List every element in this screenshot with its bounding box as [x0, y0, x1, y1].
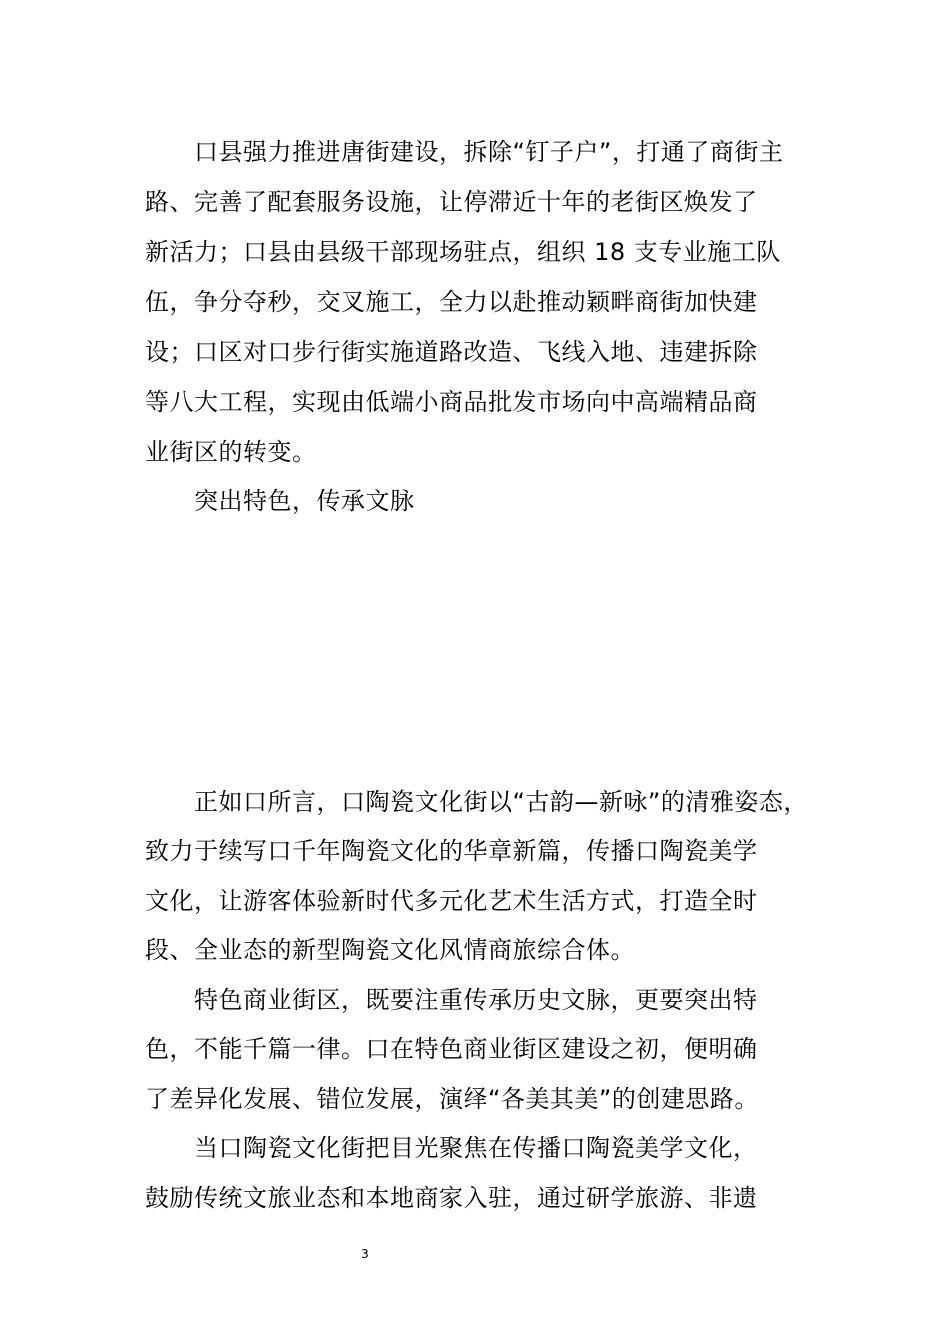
paragraph-1-line-5: 设；口区对口步行街实施道路改造、飞线入地、违建拆除 [145, 338, 758, 366]
paragraph-1-line-7: 业街区的转变。 [145, 438, 317, 466]
paragraph-2-line-2: 致力于续写口千年陶瓷文化的华章新篇，传播口陶瓷美学 [145, 837, 758, 865]
paragraph-2-line-3: 文化，让游客体验新时代多元化艺术生活方式，打造全时 [145, 887, 758, 915]
paragraph-1-line-3: 新活力；口县由县级干部现场驻点，组织 18 支专业施工队 [145, 238, 781, 266]
paragraph-4-line-1: 当口陶瓷文化街把目光聚焦在传播口陶瓷美学文化， [194, 1134, 758, 1162]
paragraph-1-line-1: 口县强力推进唐街建设，拆除“钉子户”，打通了商街主 [194, 138, 784, 166]
paragraph-4-line-2: 鼓励传统文旅业态和本地商家入驻，通过研学旅游、非遗 [145, 1184, 758, 1212]
paragraph-3-line-3: 了差异化发展、错位发展，演绎“各美其美”的创建思路。 [145, 1085, 759, 1113]
paragraph-1-line-2: 路、完善了配套服务设施，让停滞近十年的老街区焕发了 [145, 188, 758, 216]
paragraph-2-line-1: 正如口所言，口陶瓷文化街以“古韵—新咏”的清雅姿态， [194, 788, 808, 816]
section-heading: 突出特色，传承文脉 [194, 487, 415, 515]
paragraph-2-line-4: 段、全业态的新型陶瓷文化风情商旅综合体。 [145, 936, 635, 964]
paragraph-1-line-4: 伍，争分夺秒，交叉施工，全力以赴推动颖畔商街加快建 [145, 288, 758, 316]
paragraph-3-line-1: 特色商业街区，既要注重传承历史文脉，更要突出特 [194, 986, 758, 1014]
paragraph-1-line-6: 等八大工程，实现由低端小商品批发市场向中高端精品商 [145, 388, 758, 416]
paragraph-3-line-2: 色，不能千篇一律。口在特色商业街区建设之初，便明确 [145, 1035, 758, 1063]
page-number: 3 [361, 1247, 369, 1261]
